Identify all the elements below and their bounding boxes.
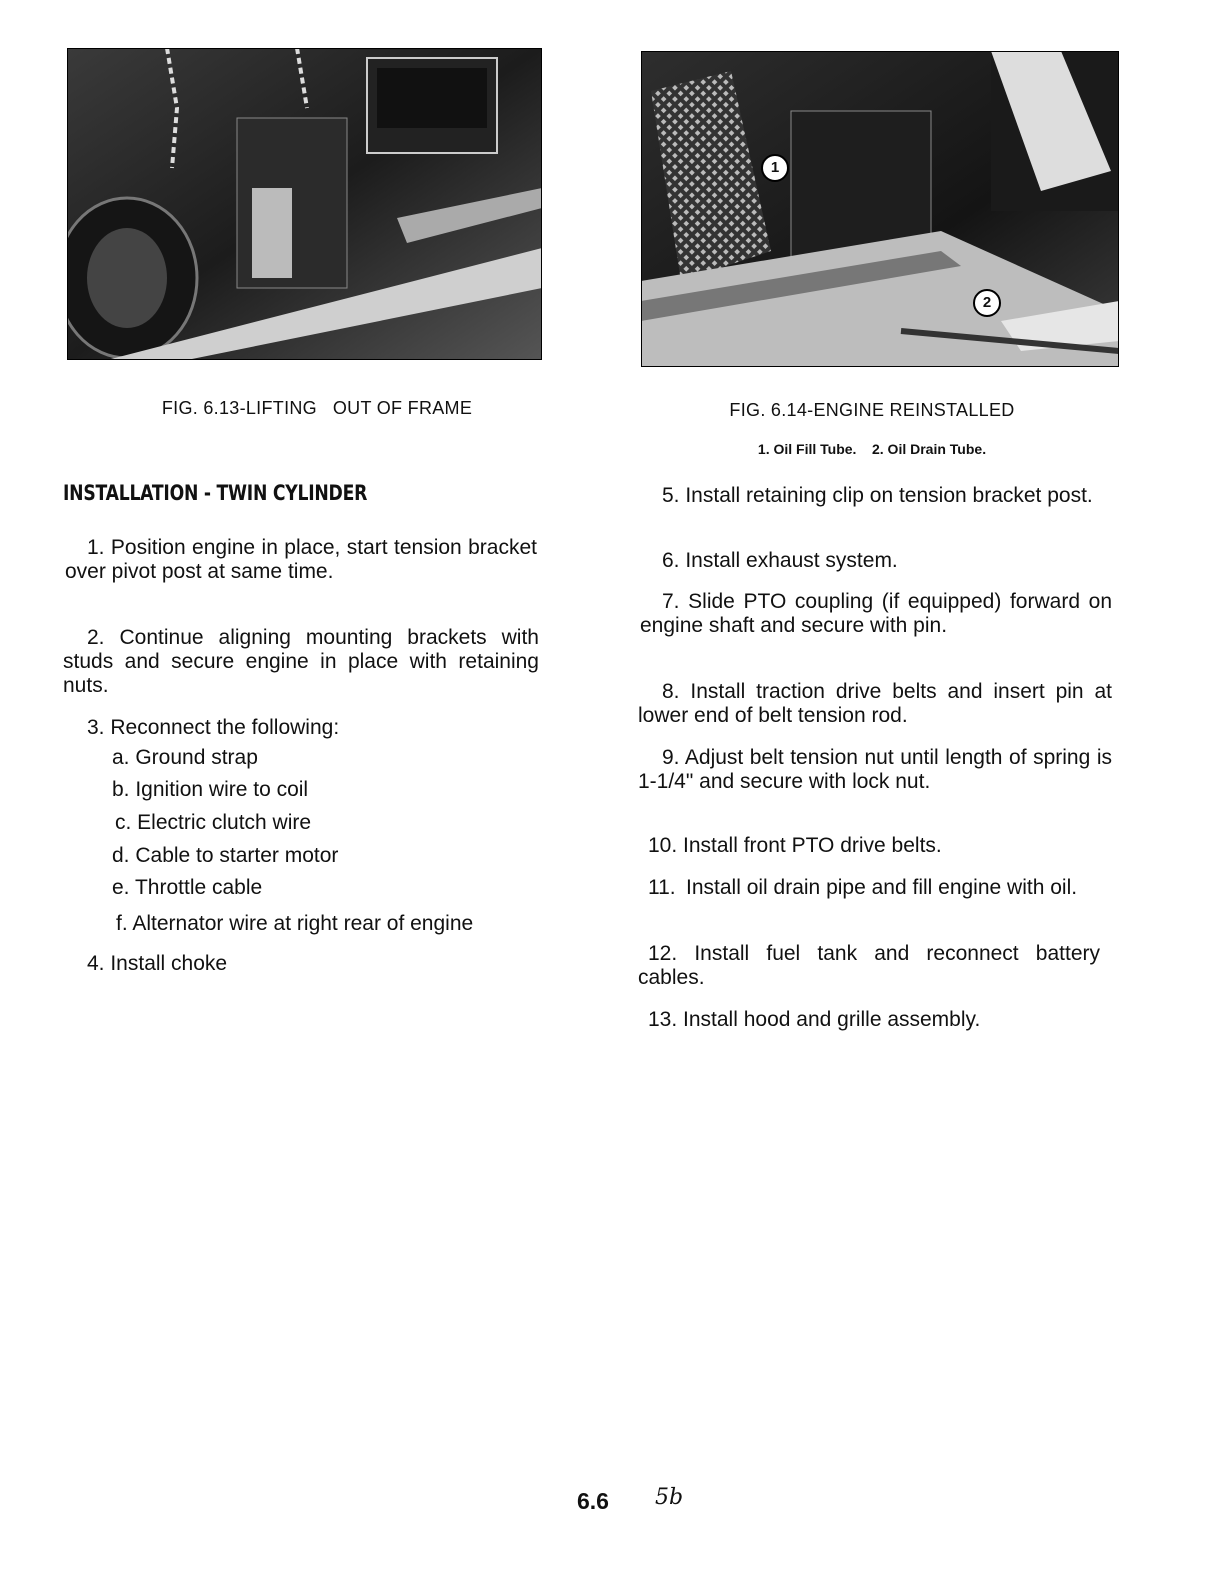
step-7: 7. Slide PTO coupling (if equipped) forward on engine shaft and secure with pin. bbox=[640, 590, 1112, 637]
step-4: 4. Install choke bbox=[87, 952, 228, 975]
step-3a: a. Ground strap bbox=[112, 746, 258, 769]
section-heading: INSTALLATION - TWIN CYLINDER bbox=[63, 481, 368, 505]
step-11: Install oil drain pipe and fill engine with oil. bbox=[686, 876, 1078, 899]
step-1: 1. Position engine in place, start tension bracket over pivot post at same time. bbox=[65, 536, 537, 583]
step-2: 2. Continue aligning mounting brackets with studs and secure engine in place with retaining nuts. bbox=[63, 626, 539, 697]
page-number: 6.6 bbox=[577, 1488, 609, 1514]
step-6: 6. Install exhaust system. bbox=[662, 549, 898, 572]
step-13: 13. Install hood and grille assembly. bbox=[648, 1008, 981, 1031]
step-8: 8. Install traction drive belts and insert pin at lower end of belt tension rod. bbox=[638, 680, 1112, 727]
step-3f: f. Alternator wire at right rear of engine bbox=[116, 912, 474, 935]
callout-2-marker: 2 bbox=[973, 289, 1001, 317]
figure-6-13-caption: FIG. 6.13-LIFTING OUT OF FRAME bbox=[161, 398, 473, 418]
step-11-number: 11. bbox=[648, 876, 676, 899]
step-3c: c. Electric clutch wire bbox=[115, 811, 312, 834]
step-9: 9. Adjust belt tension nut until length of spring is 1-1/4" and secure with lock nut. bbox=[638, 746, 1112, 793]
step-3b: b. Ignition wire to coil bbox=[112, 778, 309, 801]
figure-6-14-caption: FIG. 6.14-ENGINE REINSTALLED bbox=[729, 400, 1015, 420]
step-3d: d. Cable to starter motor bbox=[112, 844, 339, 867]
step-3: 3. Reconnect the following: bbox=[87, 716, 340, 739]
figure-6-13-photo bbox=[67, 48, 542, 360]
figure-6-14-legend: 1. Oil Fill Tube. 2. Oil Drain Tube. bbox=[757, 441, 987, 457]
step-12: 12. Install fuel tank and reconnect battery cables. bbox=[638, 942, 1100, 989]
handwritten-annotation: 5b bbox=[655, 1485, 684, 1510]
step-5: 5. Install retaining clip on tension bracket post. bbox=[662, 484, 1093, 507]
step-10: 10. Install front PTO drive belts. bbox=[648, 834, 942, 857]
callout-1-marker: 1 bbox=[761, 154, 789, 182]
figure-6-14-photo bbox=[641, 51, 1119, 367]
step-3e: e. Throttle cable bbox=[112, 876, 263, 899]
